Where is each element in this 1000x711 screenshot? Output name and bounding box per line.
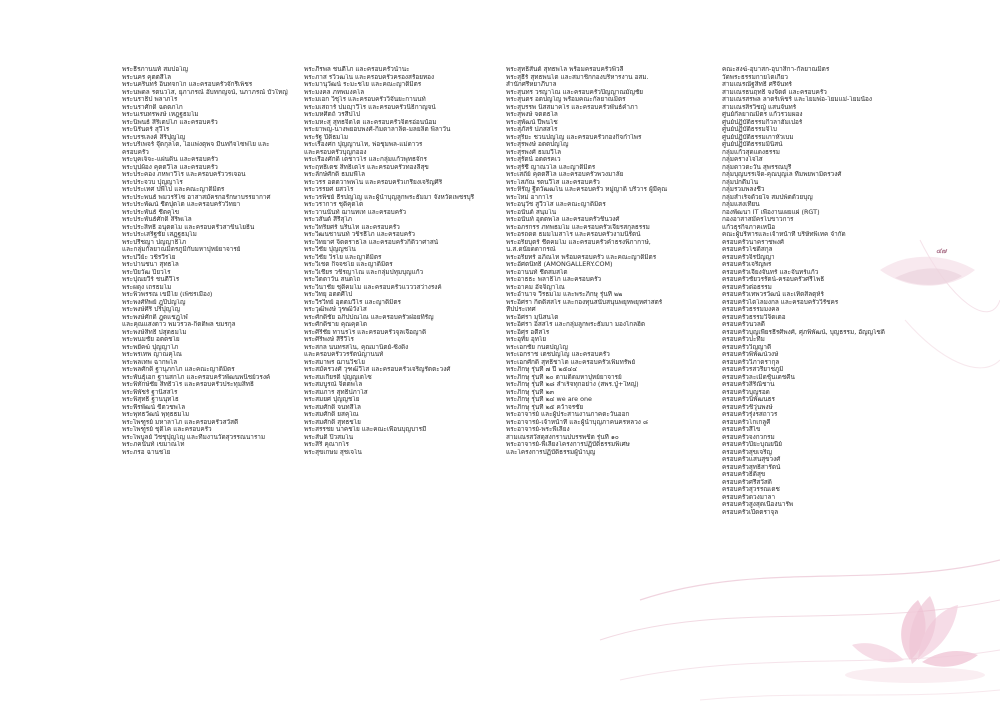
donor-entry: พระภิกษุ รุ่นที่ ๒๕ คว้าจรชัย [506,403,584,411]
donor-entry: พระปานชนา สุทธโล [122,261,179,268]
donor-entry: พระสกล นนทรสโน, คุณมานิตย์-ซิ้งดิ้ง [304,343,409,351]
donor-entry: พระบรรเลงค์ สิริปุญโญ [122,133,186,141]
donor-entry: ครอบครัวพิพัฒน์วงษ์ [722,351,779,358]
donor-entry: กลุ่มดาวตะวัน สุพรรณบุรี [722,163,792,171]
donor-entry: พระฤทธิเดช สิทธิเตโร และครอบครัวทองลีสุข [304,163,429,171]
donor-entry: พระปรีชญา ปญญาธิโภ [122,238,187,246]
donor-entry: พระสุขเกษม สุชเจโน [304,448,362,456]
donor-entry: พระวินาชัย ชุติคมโม และครอบครัวแวววสว่างรงค์ [304,283,442,291]
donor-entry: พระโสภัณ รตนวีโส และครอบครัว [506,178,600,186]
donor-entry: พระภิกษุ รุ่นที่ ๒๘ สำเร็จทุกอย่าง (สพร.ปู่+ใหญ่) [506,381,639,388]
donor-entry: พระประคอง ภหพาวีโร และครอบครัววรเจอน [122,171,246,178]
donor-entry: พระพิสุทธิ์ ฐานนุทโธ [122,396,179,403]
donor-entry: พระนิพนธ์ สิริเตปโภ และครอบครัว [122,118,218,126]
donor-entry: ครอบครัวสุทธิสารัตน์ [722,463,781,471]
donor-entry: พระสมัครวงศ์ วุฑฒิวีโส และครอบครัวเจริญรัตตะวงศ์ [304,366,451,373]
donor-entry: พระไพบูลย์ วิชชุปุญโญ และทีมงานวัดสุวรรณนาราม [122,433,266,441]
donor-entry: กลุ่มครางโจไส [722,156,763,163]
donor-entry: พระหิรัญ ฐีตวัฒฒโน และครอบครัว หมู่ญาติ บริวาร ผู้มีคุณ [506,186,668,193]
donor-entry: พระศิริพงษ์ สีรีวีโร [304,336,354,343]
donor-entry: ครอบครัวศรีสวัสดิ์ [722,478,772,486]
donor-entry: วัดพระธรรมกายโตเกียว [722,73,788,81]
donor-entry: พระเรืองศักดิ์ เตชาวโร และกลุ่มแก้วพุทธจักร [304,156,427,163]
donor-entry: ครอบครัวจิรปัญญา [722,253,775,261]
donor-entry: พระพิทักษ์ชัย สิทธิวโร และครอบครัวประทุมสิทธิ์ [122,381,254,388]
donor-entry: ครอบครัวสีไข [722,426,761,433]
donor-entry: พระบุคเจ็จะ-แผ่นดิน และครอบครัว [122,156,218,163]
donor-entry: พระวรร อตตวาพพโน และครอบครัวเกรียงเจริญศิริ [304,178,443,186]
donor-entry: ครอบครัวสูงสุดเนื่องนารัพ [722,501,794,508]
donor-entry: พระประพันธ์ศักดิ์ สิริพเโล [122,216,192,223]
donor-entry: พระวรรยศ ยสวโร [304,186,354,193]
donor-entry: พระพงษ์ศักดิ์ ฎูดแชฎุโฬ [122,313,188,321]
donor-entry: พระสรรชย นาคชโย และคณะเพื่อนบุญบารมี [304,426,427,433]
donor-entry: พระสมยศ ปุญญชโย [304,396,360,403]
donor-entry: พระธีรภานนท์ สมปอโญ [122,66,189,73]
donor-entry: พระภิกษุ รุ่นที่ ๒๔ we are one [506,396,592,403]
donor-entry: ศูนย์ปฏิบัติธรรมจิโบ [722,126,777,133]
donor-entry: ครอบครัวเจียงจันทร์ และจันทร์แก้ว [722,268,819,276]
donor-entry: พระอัศตนิทธิ์ (AMONGALLERY.COM) [506,261,613,268]
donor-entry: ครอบครัวจงกวกรม [722,433,775,441]
donor-entry: พระปิยวัฒ ปิยวโร [122,268,171,276]
donor-entry: แก้วธุรกิจภาคเหนือ [722,223,776,231]
donor-entry: พระอนุวัช สูวีวโส และคณะญาติมิตร [506,201,606,208]
donor-list [506,66,702,456]
donor-entry: พระวานนันท์ ฌานทเท และครอบครัว [304,208,407,216]
donor-entry: ครอบครัวนาคราชพงศ์ [722,238,784,246]
donor-entry: พระภคนันท์ เขมาณโท [122,441,185,448]
donor-entry: พระสมเกียรติ ปุญญเตโซ [304,373,372,381]
donor-entry: ครอบครัวต่อธรรม [722,283,772,291]
donor-entry: พระอริยบุตร์ ชี๊ตคมโม และครอบครัวค้ำธรงพิภากาษ์, [506,238,651,246]
donor-entry: กลุ่มบุญบรรเจิด-คุณบุญเล ทีมพยพามิตรวงศ์ [722,171,842,178]
donor-entry: ครอบครัววิภาตรากุล [722,358,780,366]
donor-entry: พระมหศิตถ์ วรสีปโป [304,111,361,118]
donor-entry: พระพยัคฆ์ ปุญญาโภ [122,343,179,351]
donor-entry: พระพงษ์ศิริ ปริปุญโญ [122,306,181,313]
donor-entry: กลุ่มแสงเทียน [722,201,760,208]
donor-entry: ครอบครัวเปิดตราจุล [722,508,779,516]
donor-entry: ครอบครัวโชติสกุล [722,246,773,253]
donor-entry: พระสุรัตน์ อตตรคเว [506,156,561,163]
donor-entry: และครอบครัวบุญกออง [304,148,367,156]
donor-entry: พระสุนตร อตปญโญ พร้อมคณะกัลยาณมิตร [506,96,626,103]
donor-entry: พระภาส รวิวฒโน และครอบครัวครองสร้อยทอง [304,73,435,81]
donor-entry: พระภิกษุ รุ่นที่ ๒๐ ตามติดมหาปุหย์ยาจารย์ [506,373,622,381]
donor-entry: ครอบครัวปิยะบุณยนีย์ [722,441,782,448]
donor-entry: พระอิศรา กิตติสสโร และกองทุนสนับสนุนพยุหพยุหศาสตร์ [506,298,663,306]
page-number: ๔๗ [936,247,947,255]
donor-entry: ครอบครัวแสนสุขวงศ์ [722,456,781,463]
donor-column-1 [122,66,318,456]
donor-entry: พระนราศักดิ์ ฉตตภโก [122,103,183,111]
donor-column-2 [304,66,500,456]
donor-entry: พระนครินทร์ อินทจกโก และครอบครัวจักรีเพ็ชร [122,81,253,88]
donor-entry: ครอบครัวชัยวรรัตน์-ครอบครัวศรีโพธิ [722,276,825,283]
donor-entry: พระประจวบ ปุญญาโร [122,178,183,186]
donor-entry: พระมเสถาร์ ปมญฺาวีโร และครอบครัวนิธิกาญจน์ [304,103,436,111]
donor-entry: ศูนย์ปฏิบัติธรรมกิวลาฮัมเปอร์ [722,118,803,126]
donor-entry: พระประพัฒน์ ชี๊ตปุตโต และครอบครัววิทยา [122,201,241,208]
donor-entry: พระอำนาจ วีรธมโม และพระภิกษุ รุ่นที่ ๒๒ [506,291,623,298]
donor-entry: และคุณแสงดาว พมวรวล-กิตติพล ขมรกุล [122,321,236,328]
donor-entry: พระอนันต์ สนฺมโน [506,208,557,216]
donor-entry: ครอบครัวสุขเจริญ [722,448,772,456]
donor-entry: และครอบครัววรรัตน์ญานนท์ [304,351,384,358]
donor-entry: พระอาจารย์ และผู้ประสานงานภาคตะวันออก [506,411,630,418]
donor-entry: พระเรืองศก ปุญญานโท, พ่อชุมพล-แม่ดาวร [304,141,423,148]
donor-entry: พระวิชัย ปุญญชโน [304,246,356,253]
donor-column-4 [722,66,918,516]
donor-entry: กลุ่มรวมพลงชีว [722,186,765,193]
donor-entry: พระสมบูรณ์ จิตตพโล [304,381,363,388]
donor-entry: กลุ่มแก้วสุดแดงธรรม [722,148,780,156]
donor-entry: และกลุ่มกัลยาณมิตรภูมิกับมหาปุหย์ยาจารย์ [122,246,241,253]
donor-entry: พระอาจารย์-พี่เลี้ยงโครงการปฏิบัติธรรมพิเศษ [506,441,630,448]
donor-entry: พระบริเพจร์ จุ๊ดกุลโต, ไอแพ่งตุพจ มีนทกิจโซฟโย และ [122,141,270,148]
donor-entry: พระพงศ์ทิพย์ ฎุปิปญโญ [122,298,186,306]
donor-entry: พระผดุง เถรธมโม [122,283,172,291]
donor-entry: คณะผู้บริหารและเจ้าหน้าที่ บริษัทพิเทค จำกัด [722,231,846,238]
donor-entry: พระวิทยาศ จิตตราธโล และครอบครัวกิติวาศาสน์ [304,238,439,246]
donor-entry: พระวีรวิทย์ อุตตมวีโร และญาติมิตร [304,298,401,306]
donor-entry: พระสุรพงษ์ อตตปญโญ [506,141,569,148]
donor-entry: พระเอกศักดิ์ สุทธิชาโต และครอบครัวเพิ่มทรัพย์ [506,358,636,366]
donor-entry: พระพนมชัย อตตชโย [122,336,180,343]
donor-entry: พระมงคล ภทพมงคโล [304,88,365,96]
donor-entry: พระภีรพล ชนตีโภ และครอบครัวน้ำนะ [304,66,410,73]
donor-entry: พระวรพิชย์ ธีรปญโญ และผู้นำบุญลูกพระธัมมา จังหวัดเพชรบุรี [304,193,475,201]
donor-entry: พระไพฑูรย์ ชุติโค และครอบครัว [122,426,212,433]
donor-entry: ครอบครัวธิติสุข [722,471,766,478]
donor-entry: พระเอกราช เตชปญโญ และครอบครัว [506,351,610,358]
donor-entry: ครอบครัวธรรมวิจิตเตอ [722,313,786,321]
donor-entry: พระสันติ ปิวสมโน [304,433,354,441]
donor-entry: พระปุณยวีร์ ชนตีวีโร [122,276,180,283]
donor-entry: พระอาจารย์-พระพี่เลี้ยง [506,426,570,433]
donor-entry: พระอิศรา มุนิสนโต [506,313,559,321]
donor-entry: พระประพันธ์ ชี๊ตคุโข [122,208,180,216]
donor-entry: พระวิเชต กิจจชโย และญาติมิตร [304,261,393,268]
donor-column-3 [506,66,702,456]
donor-entry: พระสุทธิสันต์ สุทธพโล พร้อมครอบครัวพิวลี [506,66,624,73]
donor-entry: พระอิศรา อิสสโร และกลุ่มลูกพระธัมมา มองไกลฮิต [506,321,646,328]
donor-entry: ครอบครัวดวงมาลา [722,493,776,501]
donor-entry: กลุ่มสำเร็จด้วยใจ สมปพ์ตด้วยบุญ [722,193,813,201]
donor-entry: พระนพดล รตนวโส, ยุภาภรณ์ อับทกญจน์, นภาภรณ์ บัวใหญ่ [122,88,288,96]
donor-entry: พระปวีย์ะ วชิรวีรโย [122,253,176,261]
donor-entry: กองพัฒนา IT เพื่องานเผยแผ่ (RGT) [722,208,820,216]
donor-entry: พระวิชัย วิรโย และญาติมิตร [304,253,382,261]
donor-entry: ครอบครัวไตโลมงกล และครอบครัววิรัชคร [722,298,839,306]
donor-entry: พระนคร คุตตสีโล [122,73,172,81]
donor-entry: พระนเรนทรพงษ์ เหฎฐธมโม [122,111,199,118]
donor-entry: ครอบครัววิญญาดี [722,343,772,351]
donor-entry: พระรัฐ ปิติธมโม [304,133,349,141]
donor-entry: ครอบครัวเจริญพร [722,261,772,268]
donor-entry: พระพุทธวัฒน์ พุทฺธธมโม [122,411,190,418]
donor-entry: พระพิวพรรณ เขมีโย (เพ็ชรเมือง) [122,291,213,298]
donor-entry: พระพลศักดิ์ ฐานุภกโภ และคณะญาติมิตร [122,366,235,373]
donor-entry: พระอริยทร์ อภิณโท พร้อมครอบครัว และคณะญาติมิตร [506,253,657,261]
donor-entry: ครอบครัวเทพวรวัฒน์ และเทิดสิลตุห์ร์ [722,291,824,298]
donor-entry: พระภิกษุ รุ่นที่ ๒๓ [506,388,555,396]
donor-entry: พระภรอ ฉานชโย [122,448,171,456]
donor-list [304,66,500,456]
donor-entry: พระไพฑูรย์ มหาลาโภ และครอบครัวสวัสดี [122,418,239,426]
donor-entry: ครอบครัวรสวรียาชภูมิ [722,366,784,373]
donor-entry: พระสุนทร วรญาโณ และครอบครัวปิญญาณมัญชัย [506,88,644,96]
donor-entry: สามเณรธนฤทธิ์ จงจิตต์ และครอบครัว [722,88,827,96]
donor-entry: ครอบครัวนิพัฒนธร [722,396,775,403]
donor-entry: พระนราธิป พลาภโร [122,96,178,103]
donor-entry: พระสมศักดิ์ ยสคุโณ [304,411,359,418]
donor-entry: พระสุรพงศ์ ธมมวีโล [506,148,562,156]
donor-entry: ทีปประเทศ [506,306,536,313]
donor-entry: สามเณรสิรวิชญ์ แสนจันทร์ [722,103,797,111]
donor-entry: พระประเทศ ปพีโป และคณะญาติมิตร [122,186,225,193]
donor-entry: ศูนย์กัลยาณมิตร แก้วรวมผอง [722,111,803,118]
donor-entry: ครอบครัวชิวุ่นพงษ์ [722,403,773,411]
donor-entry: ศูนย์ปฏิบัติธรรมมินิสน์ [722,141,783,148]
donor-entry: กองอาสาสมัครโบขาวการ [722,216,794,223]
donor-entry: กลุ่มปกดีมโน [722,178,759,186]
donor-entry: ศูนย์ปฏิบัติธรรมเกาหัวเบม [722,133,794,141]
donor-entry: พระสุธีร์ สุทธพนโต และสมาชิกกองบริหารงาน อสม. [506,73,649,81]
donor-entry: พระวิเชียร วชิรญาโณ และกลุ่มปทุมบุญแก้ว [304,268,424,276]
donor-entry: ครอบครัวนวลดี [722,321,765,328]
donor-entry: พระมเอก วิชุโร และครอบครัววิจันยะกานนท์ [304,96,426,103]
donor-entry: พระอุทัย อุทโย [506,336,547,343]
donor-entry: พระวราการ ชุติคุตโต [304,201,364,208]
donor-entry: พระยาพญ-นางพยอบพงศ์-กิมดาลาลิต-มลยลิต พิลาวัน [304,126,451,133]
donor-entry: พระประพนธ์ พมวรริโซ อาสาสมัครกอรักษาบรรยากาศ [122,193,271,201]
donor-entry: พระศิริชัย ทานรโร และครอบครัวจุลเจือญาติ [304,328,427,336]
donor-entry: พระศักดิ์ชัย อภิปปณโณ และครอบครัวฝอยทิรัญ [304,313,434,321]
donor-entry: พระอิศุร อตีสโร [506,328,550,336]
donor-entry: ครอบครัวโกเกลูคี [722,418,771,426]
donor-entry: น.ส.ดนัยดดากรณ์ [506,246,556,253]
donor-entry: พระสุพงษ์ จตตธโล [506,111,558,118]
donor-entry: พระวิตตาวัน สนตโถ [304,276,361,283]
donor-entry: พระสุพัฒน์ ปีพนโช [506,118,558,126]
donor-entry: ครอบครัวบุญเพียรธีรศิพงศ์, ศุภพิพัฒน์, บุญธรรม, อัญญโชติ [722,328,885,336]
donor-entry: ครอบครัวบุญรอด [722,388,770,396]
donor-entry: ครอบครัวละเมิดชุ้นเดชคืน [722,373,795,381]
donor-entry: พระวุฒิพงษ์ วุฑฒิวังโส [304,306,367,313]
donor-entry: พระประสิทธิ์ อนุตตโม และครอบครัวสาขินโยธิน [122,223,255,231]
donor-entry: สามเณรสวัสดุสงกรานปบรรพชิต รุ่นที่ ๑๐ [506,433,619,441]
donor-entry: พระพีรพัฒน์ ขี้ตวชพโล [122,403,186,411]
donor-entry: พระใหม่ อากาโร [506,193,553,201]
donor-entry: พระภิกษุ รุ่นที่ ๗ ปี ๒๕๔๔ [506,366,578,373]
donor-entry: พระสุรัชี ญาณวโล และญาติมิตร [506,163,596,171]
donor-entry: พระพงษ์สิทธิ์ ปสุตธมโม [122,328,187,336]
donor-entry: พระอาคม อัจจิญาโณ [506,283,565,291]
donor-entry: พระพลเทพ ฉากพโล [122,358,178,366]
donor-entry: พระเอกชัย กนตปญโญ [506,343,568,351]
donor-entry: พระมานุวัฒน์ ระมะชโย และคณะญาติมิตร [304,81,422,88]
donor-entry: พระพันธุ์เอก ฐานสกโภ และครอบครัวพัฒนพนิชย์วรงค์ [122,373,271,381]
donor-entry: พระพรเทพ ญาณคุโณ [122,351,182,358]
donor-entry: พระวสันต์ สีรีสุโภ [304,216,352,223]
donor-entry: พระสิริ คุณากโร [304,441,349,448]
donor-entry: ครอบครัวปะทีม [722,336,765,343]
donor-entry: คณะสงฆ์-อุบาสก-อุบาสิกา-กัลยาณมิตร [722,66,830,73]
donor-entry: พระสมภาร สุทธิปภาโส [304,388,368,396]
donor-entry: พระวิฒนชานนท์ วชิรธีโภ และครอบครัว [304,231,416,238]
donor-entry: ครอบครัวรุ่งรสถาวร [722,411,778,418]
donor-entry: พระมหะสุ สุทธจิตโต และครอบครัวจิตรอ่อนน้อม [304,118,437,126]
donor-entry: พระลักษ์ศักดิ์ ธมมพีโล [304,171,366,178]
donor-entry: ครอบครัวธรรมมงคล [722,306,780,313]
donor-entry: และโครงการปฏิบัติธรรมผู้นำบุญ [506,448,596,456]
donor-entry: พระวิทยุ อตตศีโป [304,291,353,298]
donor-entry: สามเณรสรพล ลาตร์เพ็ชร์ และโยมพ่อ-โยมแม่-โยมน้อง [722,96,872,103]
donor-entry: พระสุริยะ ชวนปญโญ และครอบครัวกองกิจกำไพร [506,133,642,141]
donor-entry: พระอานนท์ ชี๊ตสมสโต [506,268,568,276]
lotus-flower-icon [852,596,978,667]
donor-entry: พระพิพัชร์ ฐานิสสโร [122,388,178,396]
donor-entry: พระนิรันดร์ สุวีโร [122,126,170,133]
donor-entry: สำนักศรีหยาภีบาล [506,81,557,88]
donor-entry: พระประเสริฐชัย เสฏฐธมฺโม [122,231,197,238]
donor-entry: พระสุบรรพ นิสสมาคโร และครอบครัวพันธ์คำภา [506,103,638,111]
donor-entry: ครอบครัวสุวรรณเดช [722,486,780,493]
donor-entry: พระเสถัย์ คุตตสีโล และครอบครัวพวงมาลัย [506,171,624,178]
donor-entry: พระอาธธะ พลาธิโก และครอบครัว [506,276,602,283]
donor-entry: พระสุภัสร์ ปภสสโร [506,126,558,133]
donor-entry: พระสมาพร ฌานวิชโย [304,358,365,366]
donor-entry: พระสมศักดิ์ สุทธชโย [304,418,361,426]
donor-entry: สามเณรณัฐสิทธิ์ ศรีจันทร์ [722,81,792,88]
donor-list [122,66,318,456]
donor-list [722,66,918,516]
donor-entry: พระอรถดต ธมมโมสาโร และครอบครัวงามนิรัตน์ [506,231,641,238]
donor-entry: พระบุปผ้อง คุตตวีโล และครอบครัว [122,163,218,171]
donor-entry: ครอบครัวสิริณิชาน [722,381,775,388]
donor-entry: พระศักดิ์ชาย คุณคุตโต [304,321,368,328]
donor-entry: พระอภรกรร ภทพธมโม และครอบครัวเจียรสกุลธรรม [506,223,650,231]
donor-entry: ครอบครัว [122,148,149,156]
donor-entry: พระอาจารย์-เจ้าหน้าที่ และผู้นำบุญภาคนครหลวง ๘ [506,418,648,426]
donor-entry: พระอนันท์ อุตตพโล และครอบครัวชินวงศ์ [506,216,620,223]
donor-entry: พระสมศักดิ์ จนทสีโล [304,403,361,411]
donor-entry: พระวิทริยศร์ นรินโท และครอบครัว [304,223,400,231]
